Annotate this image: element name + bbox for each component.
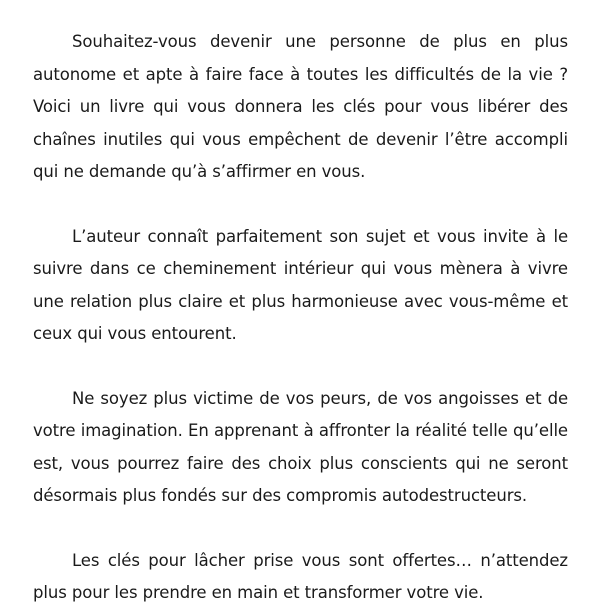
document-body <box>33 26 568 610</box>
paragraph-3: Ne soyez plus victime de vos peurs, de vos angoisses et de votre imagination. En apprenant à affronter la réalité telle qu’elle est, vous pourrez faire des choix plus conscients qui ne seront désormais plus fondés sur des compromis autodestructeurs. <box>33 388 568 505</box>
paragraph-2: L’auteur connaît parfaitement son sujet et vous invite à le suivre dans ce cheminement intérieur qui vous mènera à vivre une relation plus claire et plus harmonieuse avec vous-même et ceux qui vous entourent. <box>33 226 568 343</box>
paragraph-4: Les clés pour lâcher prise vous sont offertes… n’attendez plus pour les prendre en main et transformer votre vie. <box>33 550 568 602</box>
paragraph-1: Souhaitez-vous devenir une personne de plus en plus autonome et apte à faire face à toutes les difficultés de la vie ? Voici un livre qui vous donnera les clés pour vous libérer des chaînes inutiles qui vous empêchent de devenir l’être accompli qui ne demande qu’à s’affirmer en vous. <box>33 32 568 181</box>
